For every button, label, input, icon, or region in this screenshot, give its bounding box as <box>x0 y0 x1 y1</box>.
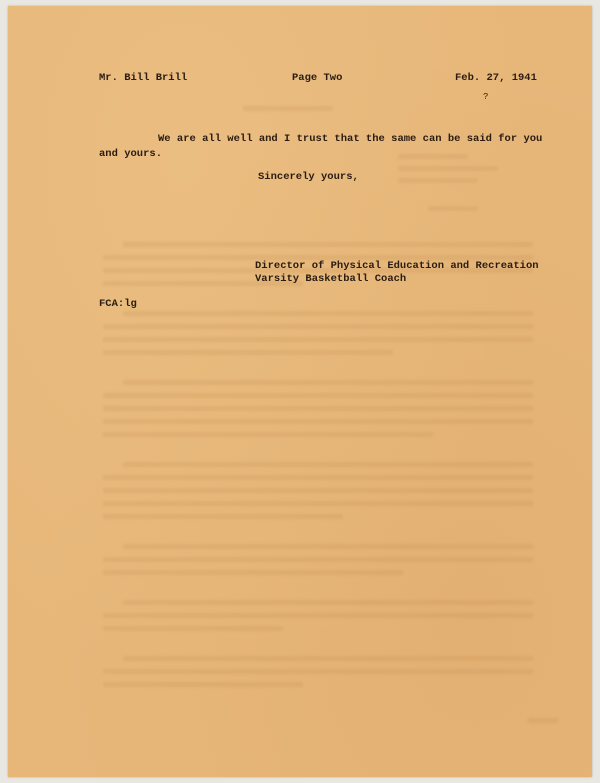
page-number: Page Two <box>292 72 343 84</box>
letter-page <box>8 6 592 777</box>
body-line-1: We are all well and I trust that the same can be said for you <box>158 133 543 145</box>
signature-title-2: Varsity Basketball Coach <box>255 273 407 285</box>
show-through-text <box>8 6 592 777</box>
signature-title-1: Director of Physical Education and Recreation <box>255 260 539 272</box>
recipient-name: Mr. Bill Brill <box>99 72 188 84</box>
closing: Sincerely yours, <box>258 171 359 183</box>
letter-date: Feb. 27, 1941 <box>455 72 537 84</box>
typist-initials: FCA:lg <box>99 298 137 310</box>
pencil-mark: ? <box>483 92 489 102</box>
body-line-2: and yours. <box>99 148 163 160</box>
